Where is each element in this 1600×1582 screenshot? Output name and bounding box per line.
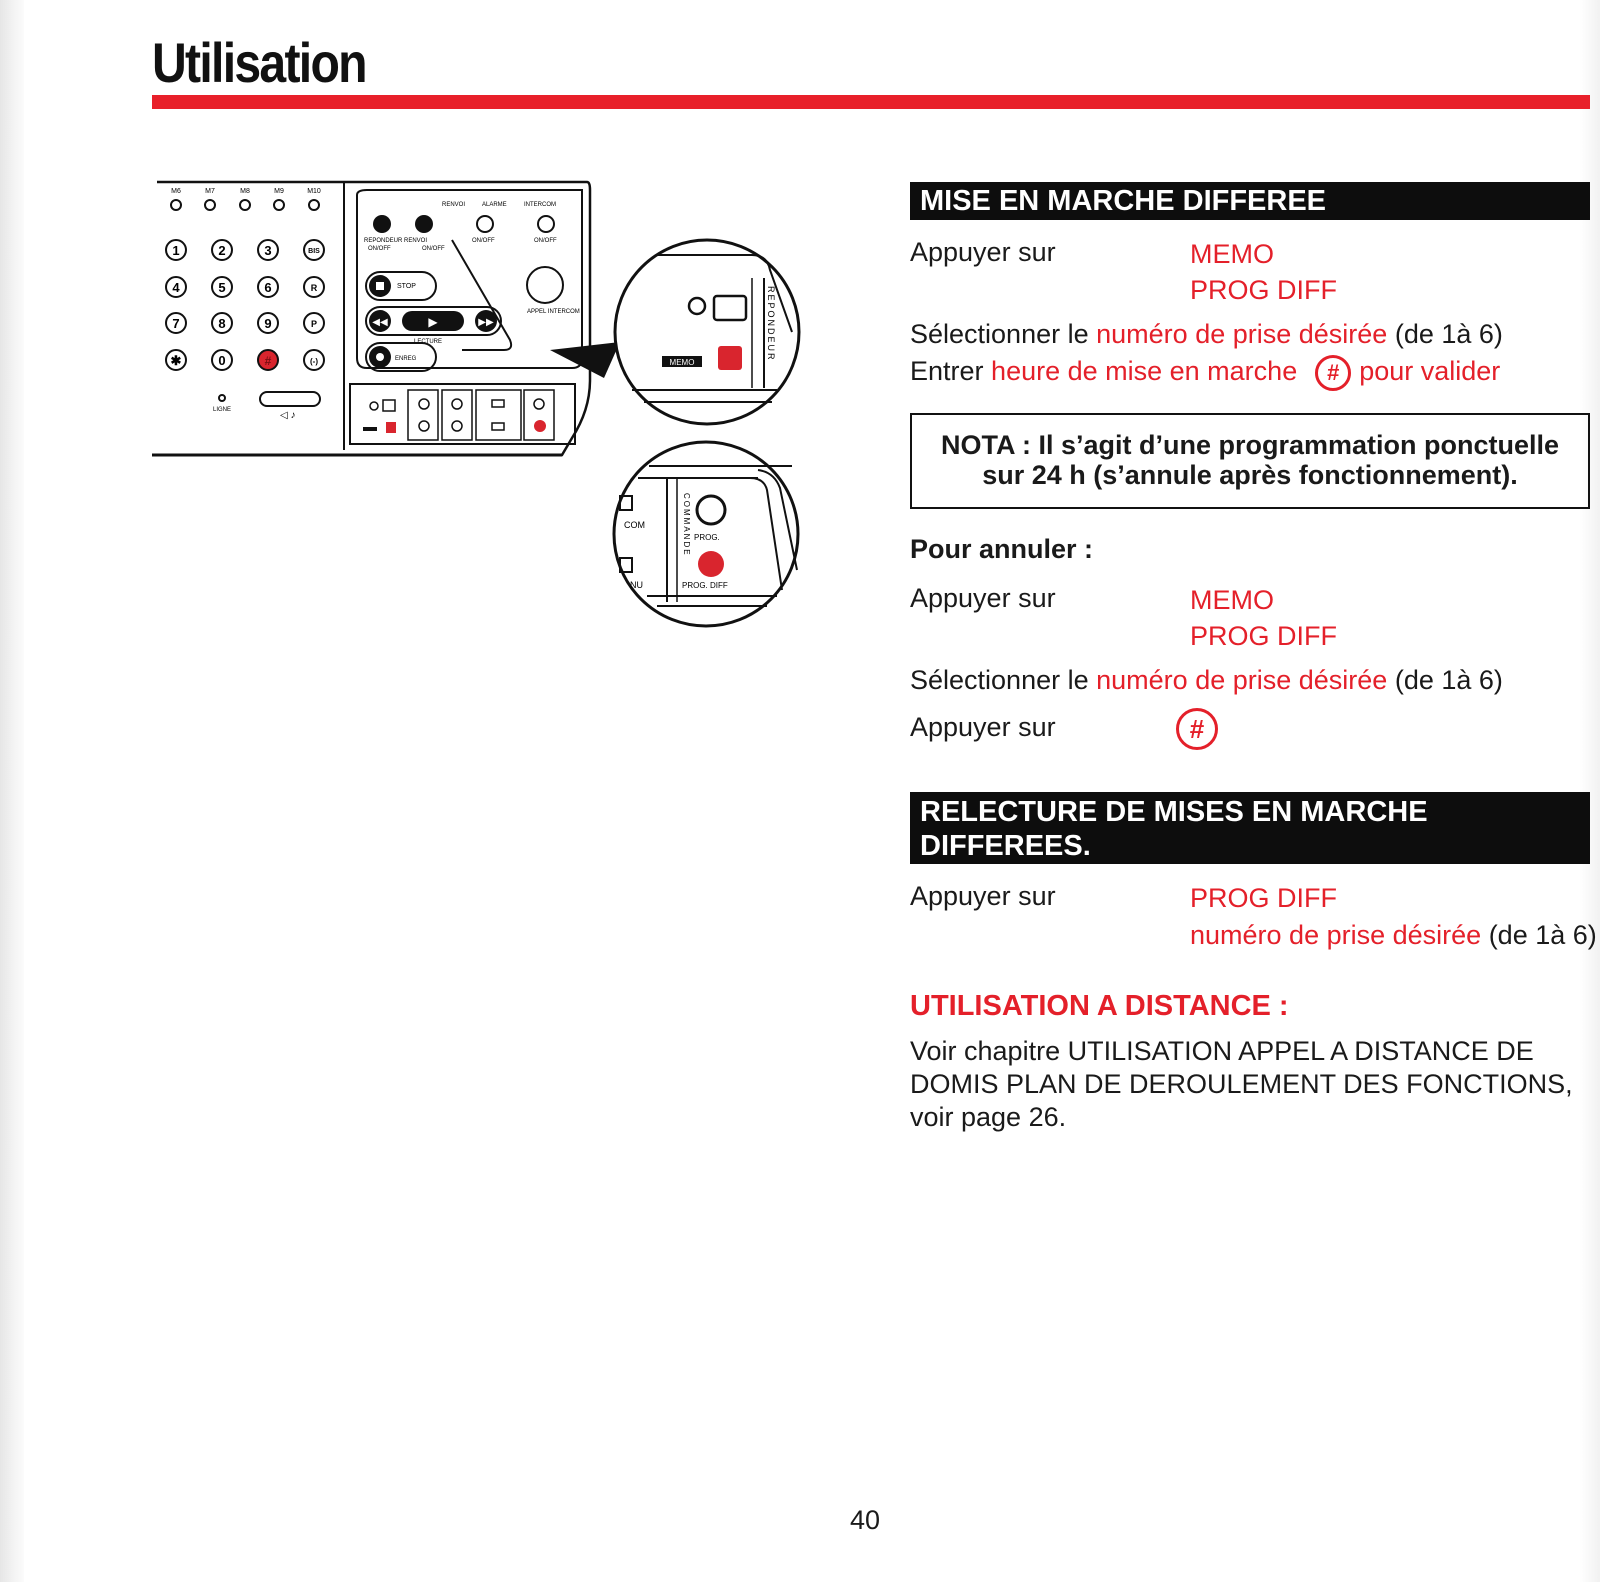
memory-label: M6 [171,188,181,195]
key-label: 6 [264,280,272,295]
nota-line: NOTA : Il s’agit d’une programmation ponctuelle [940,430,1560,460]
appel-intercom-label: APPEL INTERCOM [527,309,580,315]
svg-text:◀◀: ◀◀ [372,317,388,328]
page-right-edge [1580,0,1600,1582]
numero-red-text: numéro de prise désirée [1190,920,1482,950]
key-label: 0 [218,353,226,368]
key-label: (-) [310,357,318,366]
select-prefix: Sélectionner le [910,665,1089,695]
onoff-label: ON/OFF [534,238,557,244]
enreg-label: ENREG [395,356,417,362]
key-label: BIS [308,248,320,255]
renvoi-label: RENVOI [442,202,466,208]
page-binding-edge [0,0,24,1582]
press-value-prog-diff: PROG DIFF [1190,275,1337,305]
enter-instruction [910,355,1500,391]
zoom-prog-diff-detail [614,442,798,626]
select-instruction [910,318,1503,350]
key-label: 5 [218,280,226,295]
key-label: 1 [172,243,180,258]
zoom-com-label: COM [624,520,645,530]
cancel-select-instruction [910,664,1503,696]
key-label: 7 [172,316,180,331]
key-label: 3 [264,243,272,258]
enter-suffix: pour valider [1359,356,1501,387]
key-label: P [310,319,318,329]
onoff-label: ON/OFF [472,238,495,244]
remote-line: DOMIS PLAN DE DEROULEMENT DES FONCTIONS, [910,1069,1573,1099]
keypad [166,240,324,370]
enter-red-text: heure de mise en marche [991,356,1298,387]
section-heading-relecture [910,792,1590,864]
select-suffix: (de 1à 6) [1394,665,1503,695]
relecture-value-numero [1190,919,1597,951]
section-heading-text: MISE EN MARCHE DIFFEREE [920,185,1327,217]
cancel-press-label: Appuyer sur [910,583,1056,613]
remote-heading: UTILISATION A DISTANCE : [910,990,1289,1022]
device-panel-illustration [152,170,822,650]
stop-label: STOP [397,283,416,290]
memory-label: M7 [205,188,215,195]
key-label: 4 [172,280,180,295]
relecture-press-label: Appuyer sur [910,881,1056,911]
svg-text:◁ ♪: ◁ ♪ [280,410,296,421]
select-prefix: Sélectionner le [910,319,1089,349]
cancel-press2-label: Appuyer sur [910,712,1056,742]
lecture-label: LECTURE [414,339,443,345]
hash-key-icon: # [1176,708,1218,750]
zoom-memo-label: MEMO [669,358,695,367]
zoom-memo-detail [615,240,799,424]
section-heading-line: RELECTURE DE MISES EN MARCHE [920,796,1428,828]
onoff-label: ON/OFF [422,246,445,252]
remote-paragraph [910,1035,1590,1134]
key-label: 8 [218,316,226,331]
relecture-value-prog-diff: PROG DIFF [1190,883,1337,913]
numero-suffix: (de 1à 6) [1488,920,1597,950]
zoom-prog-diff-label: PROG. DIFF [682,581,728,590]
select-red-text: numéro de prise désirée [1096,665,1388,695]
zoom-commande-label: COMMANDE [682,493,691,557]
enter-prefix: Entrer [910,356,984,387]
svg-text:▶: ▶ [428,315,438,329]
key-label: # [264,354,272,368]
cancel-heading: Pour annuler : [910,534,1094,564]
press-label: Appuyer sur [910,237,1056,267]
select-suffix: (de 1à 6) [1394,319,1503,349]
key-label: R [310,283,318,293]
ligne-label: LIGNE [212,407,232,413]
page-number: 40 [849,1505,881,1535]
memory-label: M8 [240,188,250,195]
hash-key-icon: # [1315,355,1351,391]
svg-text:▶▶: ▶▶ [478,317,494,328]
nota-line: sur 24 h (s’annule après fonctionnement). [982,460,1518,490]
key-label: 2 [218,243,226,258]
key-label: 9 [264,316,272,331]
onoff-label: ON/OFF [368,246,391,252]
cancel-press-value-memo: MEMO [1190,585,1274,615]
title-red-rule [152,95,1590,109]
press-value-memo: MEMO [1190,239,1274,269]
section-heading-line: DIFFEREES. [920,830,1091,862]
cancel-press-value-prog-diff: PROG DIFF [1190,621,1337,651]
page-title: Utilisation [152,31,366,94]
section-heading-mise-en-marche [910,182,1590,220]
memory-keys [171,188,321,210]
zoom-prog-label: PROG. [694,533,720,542]
memory-label: M9 [274,188,284,195]
memory-label: M10 [307,188,321,195]
key-label: ✱ [170,353,182,368]
nota-box [910,413,1590,509]
intercom-label: INTERCOM [524,202,556,208]
remote-line: voir page 26. [910,1102,1067,1132]
select-red-text: numéro de prise désirée [1096,319,1388,349]
repondeur-label: REPONDEUR RENVOI [364,238,428,244]
remote-line: Voir chapitre UTILISATION APPEL A DISTANCE DE [910,1036,1534,1066]
zoom-nu-label: NU [630,580,643,590]
alarme-label: ALARME [482,202,507,208]
zoom-side-label: REPONDEUR [766,286,776,362]
